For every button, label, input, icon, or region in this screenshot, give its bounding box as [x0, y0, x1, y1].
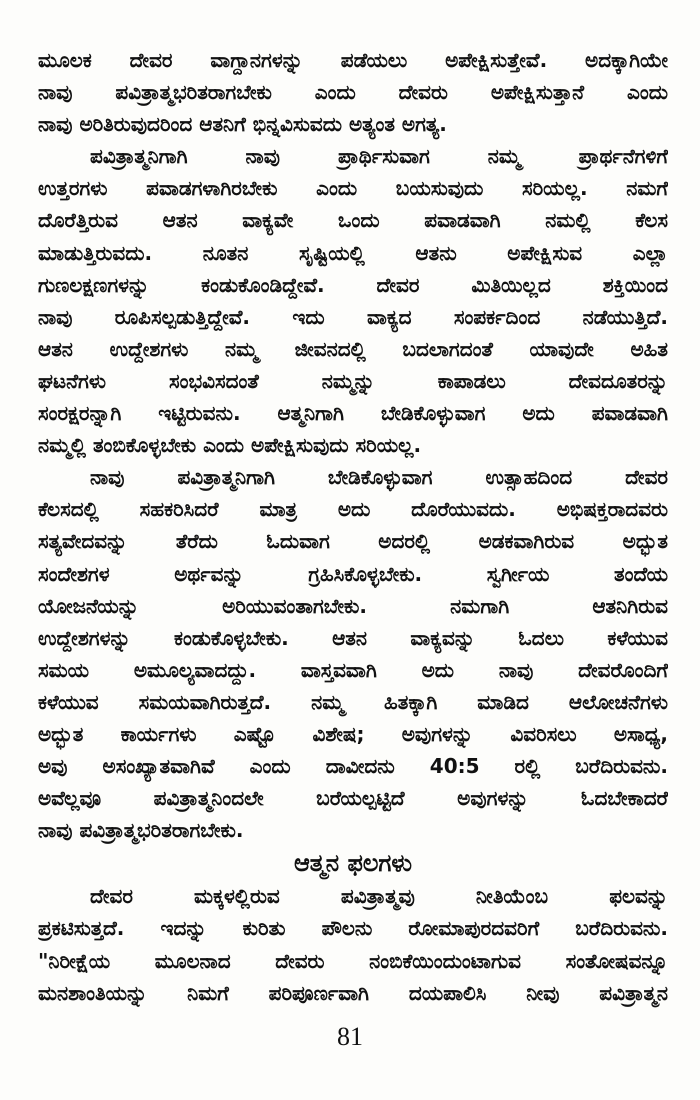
text-line: ಅವೆಲ್ಲವೂ ಪವಿತ್ರಾತ್ಮನಿಂದಲೇ ಬರೆಯಲ್ಪಟ್ಟಿದೆ ಅವುಗಳನ್ನು ಓದಬೇಕಾದರೆ	[38, 786, 668, 811]
text-line: ಗುಣಲಕ್ಷಣಗಳನ್ನು ಕಂಡುಕೊಂಡಿದ್ದೇವೆ. ದೇವರ ಮಿತಿಯಿಲ್ಲದ ಶಕ್ತಿಯಿಂದ	[38, 272, 668, 297]
text-line: ಉದ್ದೇಶಗಳನ್ನು ಕಂಡುಕೊಳ್ಳಬೇಕು. ಆತನ ವಾಕ್ಯವನ್ನು ಓದಲು ಕಳೆಯುವ	[38, 625, 668, 650]
text-line: ದೇವರ ಮಕ್ಕಳಲ್ಲಿರುವ ಪವಿತ್ರಾತ್ಮವು ನೀತಿಯೆಂಬ ಫಲವನ್ನು	[90, 884, 668, 909]
text-line: ಅದ್ಭುತ ಕಾರ್ಯಗಳು ಎಷ್ಟೊ ವಿಶೇಷ; ಅವುಗಳನ್ನು ವಿವರಿಸಲು ಅಸಾಧ್ಯ,	[38, 721, 668, 746]
text-line: ನಾವು ಪವಿತ್ರಾತ್ಮಭರಿತರಾಗಬೇಕು.	[38, 818, 244, 843]
text-line: ಮೂಲಕ ದೇವರ ವಾಗ್ದಾನಗಳನ್ನು ಪಡೆಯಲು ಅಪೇಕ್ಷಿಸುತ್ತೇವೆ. ಅದಕ್ಕಾಗಿಯೇ	[38, 48, 668, 72]
text-line: ಕಳೆಯುವ ಸಮಯವಾಗಿರುತ್ತದೆ. ನಮ್ಮ ಹಿತಕ್ಕಾಗಿ ಮಾಡಿದ ಆಲೋಚನೆಗಳು	[38, 689, 668, 714]
text-line: ಮನಶಾಂತಿಯನ್ನು ನಿಮಗೆ ಪರಿಪೂರ್ಣವಾಗಿ ದಯಪಾಲಿಸಿ ನೀವು ಪವಿತ್ರಾತ್ಮನ	[38, 980, 668, 1005]
text-line: ಅವು ಅಸಂಖ್ಯಾತವಾಗಿವೆ ಎಂದು ದಾವೀದನು 40:5 ರಲ್ಲಿ ಬರೆದಿರುವನು.	[38, 754, 668, 779]
text-line: ಉತ್ತರಗಳು ಪವಾಡಗಳಾಗಿರಬೇಕು ಎಂದು ಬಯಸುವುದು ಸರಿಯಲ್ಲ. ನಮಗೆ	[38, 176, 668, 201]
text-line: ನಾವು ಪವಿತ್ರಾತ್ಮನಿಗಾಗಿ ಬೇಡಿಕೊಳ್ಳುವಾಗ ಉತ್ಸಾಹದಿಂದ ದೇವರ	[90, 465, 668, 490]
text-line: ಕೆಲಸದಲ್ಲಿ ಸಹಕರಿಸಿದರೆ ಮಾತ್ರ ಅದು ದೊರೆಯುವದು. ಅಭಿಷಕ್ತರಾದವರು	[38, 497, 668, 522]
text-line: ಪವಿತ್ರಾತ್ಮನಿಗಾಗಿ ನಾವು ಪ್ರಾರ್ಥಿಸುವಾಗ ನಮ್ಮ ಪ್ರಾರ್ಥನೆಗಳಿಗೆ	[90, 144, 668, 169]
text-line: ನಮ್ಮಲ್ಲಿ ತಂಬಿಕೊಳ್ಳಬೇಕು ಎಂದು ಅಪೇಕ್ಷಿಸುವುದು ಸರಿಯಲ್ಲ.	[38, 433, 422, 458]
text-line: ಸಂರಕ್ಷರನ್ನಾಗಿ ಇಟ್ಟಿರುವನು. ಆತ್ಮನಿಗಾಗಿ ಬೇಡಿಕೊಳ್ಳುವಾಗ ಅದು ಪವಾಡವಾಗಿ	[38, 401, 668, 426]
section-heading: ಆತ್ಮನ ಫಲಗಳು	[293, 849, 413, 878]
text-line: ಪ್ರಕಟಿಸುತ್ತದೆ. ಇದನ್ನು ಕುರಿತು ಪೌಲನು ರೋಮಾಪುರದವರಿಗೆ ಬರೆದಿರುವನು.	[38, 916, 668, 941]
text-line: ಸಮಯ ಅಮೂಲ್ಯವಾದದ್ದು. ವಾಸ್ತವವಾಗಿ ಅದು ನಾವು ದೇವರೊಂದಿಗೆ	[38, 657, 668, 682]
text-line: ಘಟನೆಗಳು ಸಂಭವಿಸದಂತೆ ನಮ್ಮನ್ನು ಕಾಪಾಡಲು ದೇವದೂತರನ್ನು	[38, 368, 668, 393]
text-line: ಮಾಡುತ್ತಿರುವದು. ನೂತನ ಸೃಷ್ಟಿಯಲ್ಲಿ ಆತನು ಅಪೇಕ್ಷಿಸುವ ಎಲ್ಲಾ	[38, 240, 668, 265]
page-number: 81	[337, 1022, 363, 1051]
text-line: ನಾವು ಅರಿತಿರುವುದರಿಂದ ಆತನಿಗೆ ಭಿನ್ನವಿಸುವದು ಅತ್ಯಂತ ಅಗತ್ಯ.	[38, 112, 447, 137]
text-line: ಸತ್ಯವೇದವನ್ನು ತೆರೆದು ಓದುವಾಗ ಅದರಲ್ಲಿ ಅಡಕವಾಗಿರುವ ಅದ್ಭುತ	[38, 529, 668, 554]
text-line: ನಾವು ರೂಪಿಸಲ್ಪಡುತ್ತಿದ್ದೇವೆ. ಇದು ವಾಕ್ಯದ ಸಂಪರ್ಕದಿಂದ ನಡೆಯುತ್ತಿದೆ.	[38, 304, 668, 329]
text-line: ನಾವು ಪವಿತ್ರಾತ್ಮಭರಿತರಾಗಬೇಕು ಎಂದು ದೇವರು ಅಪೇಕ್ಷಿಸುತ್ತಾನೆ ಎಂದು	[38, 80, 668, 105]
text-line: ಸಂದೇಶಗಳ ಅರ್ಥವನ್ನು ಗ್ರಹಿಸಿಕೊಳ್ಳಬೇಕು. ಸ್ವರ್ಗೀಯ ತಂದೆಯ	[38, 561, 668, 586]
text-line: ದೊರೆತ್ತಿರುವ ಆತನ ವಾಕ್ಯವೇ ಒಂದು ಪವಾಡವಾಗಿ ನಮಲ್ಲಿ ಕೆಲಸ	[38, 208, 668, 233]
text-line: ಯೋಜನೆಯನ್ನು ಅರಿಯುವಂತಾಗಬೇಕು. ನಮಗಾಗಿ ಆತನಿಗಿರುವ	[38, 593, 668, 618]
text-line: ಆತನ ಉದ್ದೇಶಗಳು ನಮ್ಮ ಜೀವನದಲ್ಲಿ ಬದಲಾಗದಂತೆ ಯಾವುದೇ ಅಹಿತ	[38, 336, 668, 361]
text-line: "ನಿರೀಕ್ಷೆಯ ಮೂಲನಾದ ದೇವರು ನಂಬಿಕೆಯಿಂದುಂಟಾಗುವ ಸಂತೋಷವನ್ನೂ	[38, 948, 668, 973]
page-body	[38, 44, 668, 1009]
